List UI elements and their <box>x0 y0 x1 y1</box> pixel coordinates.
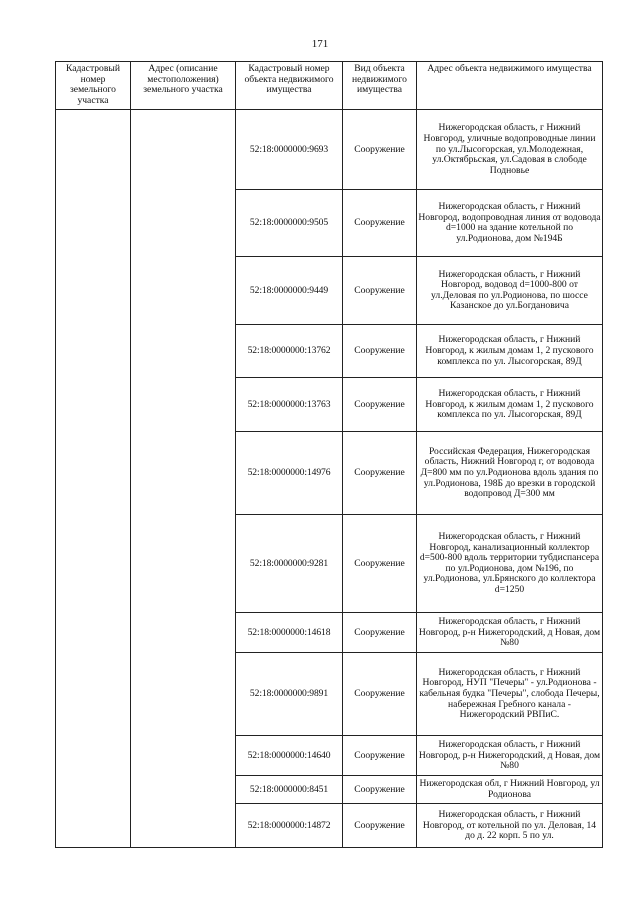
object-address-cell: Нижегородская область, г Нижний Новгород, р-н Нижегородский, д Новая, дом №80 <box>417 736 603 776</box>
object-address-cell: Нижегородская область, г Нижний Новгород, от котельной по ул. Деловая, 14 до д. 22 корп. 5 по ул. <box>417 804 603 848</box>
object-cadastral-cell: 52:18:0000000:14976 <box>236 432 343 515</box>
object-type-cell: Сооружение <box>343 613 417 653</box>
object-address-cell: Нижегородская область, г Нижний Новгород, НУП "Печеры" - ул.Родионова - кабельная будка "Печеры", слобода Печеры, набережная Гребного канала - Нижегородский РВПиС. <box>417 653 603 736</box>
object-address-cell: Нижегородская обл, г Нижний Новгород, ул Родионова <box>417 776 603 804</box>
table-header-row <box>56 62 603 110</box>
object-cadastral-cell: 52:18:0000000:9449 <box>236 257 343 325</box>
page-number: 171 <box>311 38 329 50</box>
object-cadastral-cell: 52:18:0000000:9505 <box>236 190 343 257</box>
object-type-cell: Сооружение <box>343 432 417 515</box>
object-type-cell: Сооружение <box>343 653 417 736</box>
object-type-cell: Сооружение <box>343 515 417 613</box>
object-cadastral-cell: 52:18:0000000:14872 <box>236 804 343 848</box>
header-land-address: Адрес (описание местоположения) земельного участка <box>131 62 236 110</box>
object-cadastral-cell: 52:18:0000000:9693 <box>236 110 343 190</box>
object-type-cell: Сооружение <box>343 190 417 257</box>
object-cadastral-cell: 52:18:0000000:9281 <box>236 515 343 613</box>
object-type-cell: Сооружение <box>343 325 417 378</box>
object-address-cell: Нижегородская область, г Нижний Новгород, к жилым домам 1, 2 пускового комплекса по ул. Лысогорская, 89Д <box>417 325 603 378</box>
object-address-cell: Нижегородская область, г Нижний Новгород, канализационный коллектор d=500-800 вдоль территории тубдиспансера по ул.Родионова, дом №196, по ул.Родионова, ул.Брянского до коллектора d=1250 <box>417 515 603 613</box>
object-cadastral-cell: 52:18:0000000:9891 <box>236 653 343 736</box>
property-table <box>55 61 603 848</box>
object-address-cell: Нижегородская область, г Нижний Новгород, водопроводная линия от водовода d=1000 на здание котельной по ул.Родионова, дом №194Б <box>417 190 603 257</box>
object-type-cell: Сооружение <box>343 257 417 325</box>
object-type-cell: Сооружение <box>343 736 417 776</box>
object-cadastral-cell: 52:18:0000000:14640 <box>236 736 343 776</box>
object-type-cell: Сооружение <box>343 110 417 190</box>
land-address-cell <box>131 110 236 848</box>
header-object-type: Вид объекта недвижимого имущества <box>343 62 417 110</box>
object-address-cell: Нижегородская область, г Нижний Новгород, уличные водопроводные линии по ул.Лысогорская, ул.Молодежная, ул.Октябрьская, ул.Садовая в слободе Подновье <box>417 110 603 190</box>
land-cadastral-cell <box>56 110 131 848</box>
object-address-cell: Нижегородская область, г Нижний Новгород, р-н Нижегородский, д Новая, дом №80 <box>417 613 603 653</box>
object-type-cell: Сооружение <box>343 804 417 848</box>
header-land-cadastral: Кадастровый номер земельного участка <box>56 62 131 110</box>
object-cadastral-cell: 52:18:0000000:13763 <box>236 378 343 432</box>
object-cadastral-cell: 52:18:0000000:13762 <box>236 325 343 378</box>
table-row <box>56 110 603 190</box>
header-object-cadastral: Кадастровый номер объекта недвижимого имущества <box>236 62 343 110</box>
object-cadastral-cell: 52:18:0000000:8451 <box>236 776 343 804</box>
object-address-cell: Российская Федерация, Нижегородская область, Нижний Новгород г, от водовода Д=800 мм по ул.Родионова вдоль здания по ул.Родионова, 198Б до врезки в городской водопровод Д=300 мм <box>417 432 603 515</box>
header-object-address: Адрес объекта недвижимого имущества <box>417 62 603 110</box>
object-type-cell: Сооружение <box>343 776 417 804</box>
object-cadastral-cell: 52:18:0000000:14618 <box>236 613 343 653</box>
object-type-cell: Сооружение <box>343 378 417 432</box>
object-address-cell: Нижегородская область, г Нижний Новгород, к жилым домам 1, 2 пускового комплекса по ул. Лысогорская, 89Д <box>417 378 603 432</box>
object-address-cell: Нижегородская область, г Нижний Новгород, водовод d=1000-800 от ул.Деловая по ул.Родионова, по шоссе Казанское до ул.Богдановича <box>417 257 603 325</box>
